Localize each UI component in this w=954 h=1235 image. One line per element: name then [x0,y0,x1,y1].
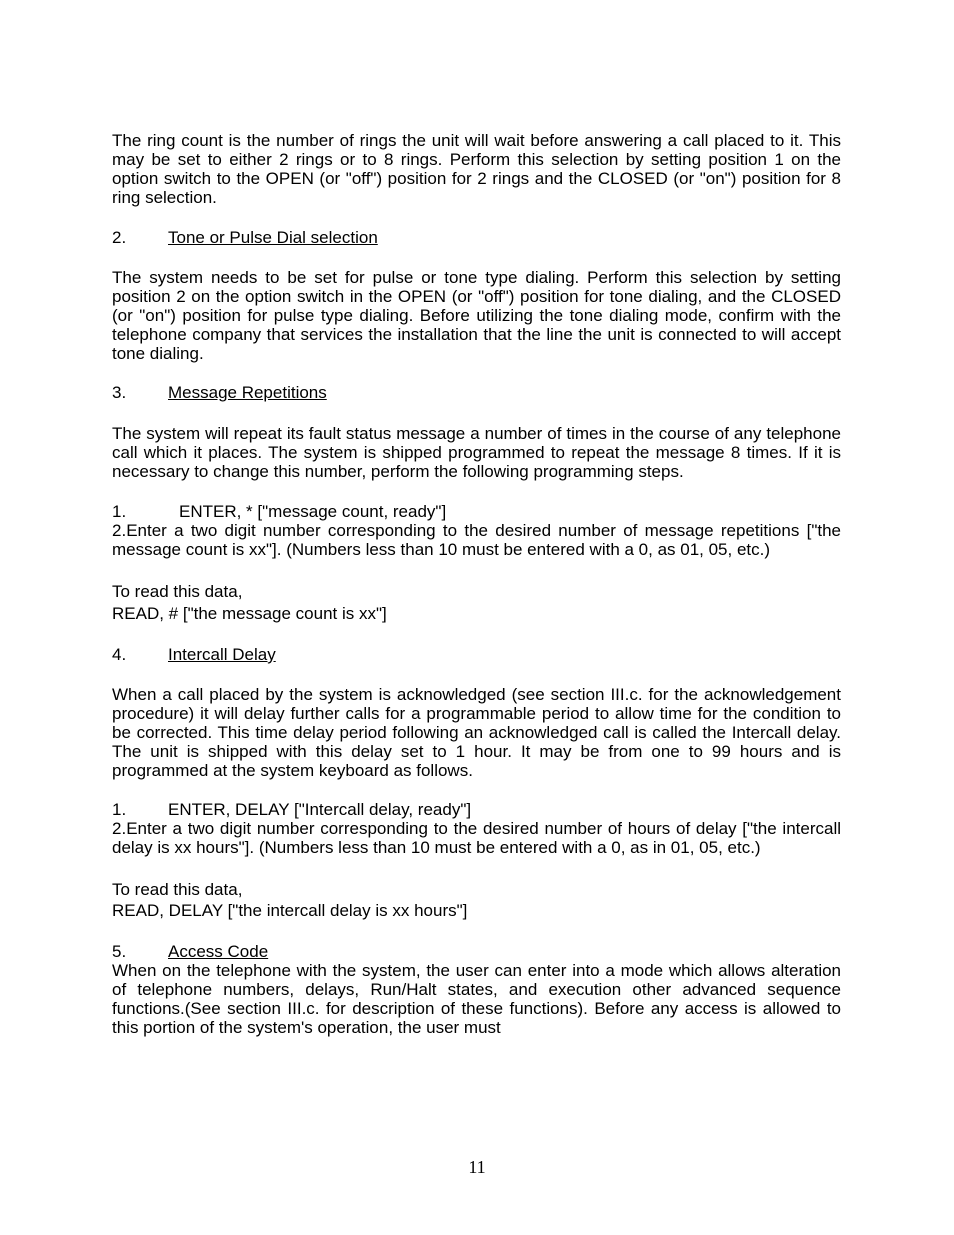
message-repetitions-paragraph: The system will repeat its fault status message a number of times in the course of any telephone call which it places. The system is shipped programmed to repeat the message 8 times. If it is necessary to change this number, perform the following programming steps. [112,424,841,481]
step-number: 1. [112,502,127,521]
access-code-paragraph: When on the telephone with the system, the user can enter into a mode which allows alteration of telephone numbers, delays, Run/Halt states, and execution other advanced sequence functions.(See section III.c. for description of these functions). Before any access is allowed to this portion of the system's operation, the user must [112,961,841,1037]
delay-step-2 [112,819,841,857]
section-heading-intercall-delay [112,645,841,664]
step-number: 1. [112,800,127,819]
step-text: ENTER, * ["message count, ready"] [179,502,447,521]
step-number: 2. [112,819,127,838]
delay-read-command: READ, DELAY ["the intercall delay is xx hours"] [112,901,468,920]
message-step-2 [112,521,841,559]
ring-count-paragraph: The ring count is the number of rings the unit will wait before answering a call placed to it. This may be set to either 2 rings or to 8 rings. Perform this selection by setting position 1 on the option switch to the OPEN (or "off") position for 2 rings and the CLOSED (or "on") position for 8 ring selection. [112,131,841,207]
section-heading-message-repetitions [112,383,841,402]
delay-step-1 [112,800,841,819]
tone-pulse-paragraph: The system needs to be set for pulse or tone type dialing. Perform this selection by setting position 2 on the option switch in the OPEN (or "off") position for tone dialing, and the CLOSED (or "on") position for pulse type dialing. Before utilizing the tone dialing mode, confirm with the telephone company that services the installation that the line the unit is connected to will accept tone dialing. [112,268,841,363]
section-title: Tone or Pulse Dial selection [168,228,378,247]
step-text: ENTER, DELAY ["Intercall delay, ready"] [168,800,472,819]
section-heading-tone-pulse [112,228,841,247]
section-number: 5. [112,942,127,961]
section-title: Access Code [168,942,269,961]
message-read-intro: To read this data, [112,582,243,601]
section-number: 3. [112,383,127,402]
page-number: 11 [468,1157,486,1177]
message-read-command: READ, # ["the message count is xx"] [112,604,387,623]
section-heading-access-code [112,942,841,961]
document-page [112,131,841,1037]
section-number: 4. [112,645,127,664]
step-text: Enter a two digit number corresponding to the desired number of message repetitions ["the message count is xx"]. (Numbers less than 10 must be entered with a 0, as 01, 05, etc.) [112,521,841,559]
message-step-1 [112,502,841,521]
delay-read-intro: To read this data, [112,880,243,899]
step-text: Enter a two digit number corresponding to the desired number of hours of delay ["the intercall delay is xx hours"]. (Numbers less than 10 must be entered with a 0, as in 01, 05, etc.) [112,819,841,857]
step-number: 2. [112,521,127,540]
intercall-delay-paragraph: When a call placed by the system is acknowledged (see section III.c. for the acknowledgement procedure) it will delay further calls for a programmable period to allow time for the condition to be corrected. This time delay period following an acknowledged call is called the Intercall delay. The unit is shipped with this delay set to 1 hour. It may be from one to 99 hours and is programmed at the system keyboard as follows. [112,685,841,780]
section-number: 2. [112,228,127,247]
section-title: Intercall Delay [168,645,276,664]
section-title: Message Repetitions [168,383,327,402]
